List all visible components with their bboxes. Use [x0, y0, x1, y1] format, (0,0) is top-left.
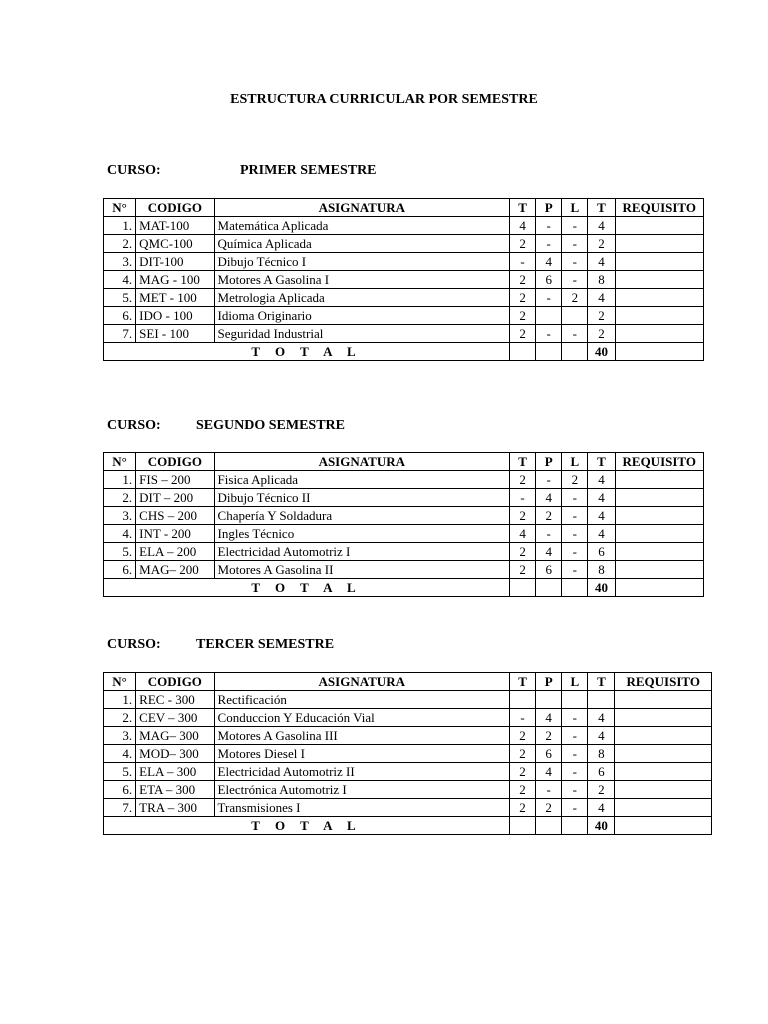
- cell-codigo: TRA – 300: [136, 799, 214, 817]
- cell-total: 8: [588, 561, 615, 579]
- cell-l: -: [562, 235, 588, 253]
- total-empty-cell: [536, 343, 562, 361]
- cell-codigo: REC - 300: [136, 691, 214, 709]
- cell-p: 2: [536, 799, 562, 817]
- cell-asignatura: Rectificación: [214, 691, 509, 709]
- total-value: 40: [588, 343, 615, 361]
- cell-n: 7.: [104, 799, 136, 817]
- cell-codigo: FIS – 200: [136, 471, 214, 489]
- cell-total: 4: [588, 799, 615, 817]
- cell-n: 4.: [104, 271, 136, 289]
- total-empty-cell: [562, 817, 588, 835]
- table-header-row: [104, 199, 704, 217]
- cell-codigo: MAG– 300: [136, 727, 214, 745]
- cell-t: 2: [510, 289, 536, 307]
- cell-asignatura: Conduccion Y Educación Vial: [214, 709, 509, 727]
- course-heading-2: [107, 418, 507, 438]
- table-row: [104, 289, 704, 307]
- cell-asignatura: Matemática Aplicada: [214, 217, 509, 235]
- cell-requisito: [615, 325, 703, 343]
- cell-n: 3.: [104, 727, 136, 745]
- column-header-codigo: CODIGO: [136, 673, 214, 691]
- cell-requisito: [615, 799, 712, 817]
- semester-name: SEGUNDO SEMESTRE: [196, 418, 345, 433]
- cell-n: 3.: [104, 507, 136, 525]
- cell-t: 2: [510, 561, 536, 579]
- cell-total: 2: [588, 235, 615, 253]
- cell-asignatura: Seguridad Industrial: [214, 325, 509, 343]
- cell-n: 4.: [104, 745, 136, 763]
- column-header-l: L: [562, 453, 588, 471]
- cell-n: 5.: [104, 289, 136, 307]
- course-heading-3: [107, 637, 507, 657]
- total-empty-cell: [536, 579, 562, 597]
- cell-p: -: [536, 235, 562, 253]
- cell-n: 7.: [104, 325, 136, 343]
- cell-t: 2: [510, 235, 536, 253]
- total-empty-cell: [562, 343, 588, 361]
- cell-total: 4: [588, 507, 615, 525]
- cell-codigo: ETA – 300: [136, 781, 214, 799]
- cell-p: -: [536, 325, 562, 343]
- cell-t: 2: [510, 507, 536, 525]
- cell-codigo: IDO - 100: [136, 307, 214, 325]
- cell-codigo: DIT – 200: [136, 489, 214, 507]
- cell-l: -: [562, 781, 588, 799]
- column-header-asignatura: ASIGNATURA: [214, 453, 509, 471]
- total-row: [104, 343, 704, 361]
- cell-n: 5.: [104, 763, 136, 781]
- table-row: [104, 271, 704, 289]
- column-header-t2: T: [588, 199, 615, 217]
- column-header-p: P: [536, 453, 562, 471]
- cell-t: 2: [510, 325, 536, 343]
- cell-l: -: [562, 799, 588, 817]
- cell-l: -: [562, 709, 588, 727]
- cell-asignatura: Dibujo Técnico I: [214, 253, 509, 271]
- cell-p: 4: [536, 253, 562, 271]
- cell-codigo: SEI - 100: [136, 325, 214, 343]
- cell-total: 4: [588, 471, 615, 489]
- cell-l: -: [562, 489, 588, 507]
- cell-l: -: [562, 543, 588, 561]
- cell-total: 6: [588, 543, 615, 561]
- cell-n: 1.: [104, 217, 136, 235]
- cell-asignatura: Ingles Técnico: [214, 525, 509, 543]
- table-row: [104, 253, 704, 271]
- cell-t: 2: [509, 763, 535, 781]
- cell-asignatura: Motores A Gasolina II: [214, 561, 509, 579]
- cell-l: 2: [562, 289, 588, 307]
- cell-codigo: ELA – 300: [136, 763, 214, 781]
- cell-requisito: [615, 489, 703, 507]
- table-row: [104, 763, 712, 781]
- column-header-t: T: [510, 199, 536, 217]
- cell-l: -: [562, 253, 588, 271]
- total-empty-cell: [615, 817, 712, 835]
- cell-asignatura: Motores Diesel I: [214, 745, 509, 763]
- total-empty-cell: [509, 817, 535, 835]
- cell-p: 6: [536, 561, 562, 579]
- cell-p: -: [536, 289, 562, 307]
- column-header-requisito: REQUISITO: [615, 453, 703, 471]
- table-row: [104, 727, 712, 745]
- cell-p: -: [536, 217, 562, 235]
- total-empty-cell: [510, 343, 536, 361]
- cell-codigo: MAG - 100: [136, 271, 214, 289]
- cell-p: [536, 691, 562, 709]
- cell-l: [562, 691, 588, 709]
- cell-p: 4: [536, 709, 562, 727]
- cell-codigo: INT - 200: [136, 525, 214, 543]
- table-header-row: [104, 453, 704, 471]
- page-title: ESTRUCTURA CURRICULAR POR SEMESTRE: [230, 92, 538, 107]
- column-header-asignatura: ASIGNATURA: [214, 199, 509, 217]
- cell-requisito: [615, 561, 703, 579]
- cell-asignatura: Motores A Gasolina I: [214, 271, 509, 289]
- table-row: [104, 543, 704, 561]
- cell-requisito: [615, 471, 703, 489]
- cell-p: 6: [536, 745, 562, 763]
- cell-codigo: CEV – 300: [136, 709, 214, 727]
- cell-t: -: [510, 253, 536, 271]
- cell-t: -: [510, 489, 536, 507]
- cell-requisito: [615, 727, 712, 745]
- cell-n: 6.: [104, 561, 136, 579]
- cell-n: 2.: [104, 489, 136, 507]
- cell-total: 4: [588, 217, 615, 235]
- column-header-requisito: REQUISITO: [615, 199, 703, 217]
- cell-n: 6.: [104, 307, 136, 325]
- total-row: [104, 579, 704, 597]
- cell-p: 4: [536, 543, 562, 561]
- cell-requisito: [615, 543, 703, 561]
- cell-requisito: [615, 217, 703, 235]
- cell-requisito: [615, 307, 703, 325]
- table-row: [104, 217, 704, 235]
- table-row: [104, 691, 712, 709]
- total-empty-cell: [615, 343, 703, 361]
- cell-asignatura: Fisica Aplicada: [214, 471, 509, 489]
- cell-t: 2: [509, 799, 535, 817]
- cell-requisito: [615, 253, 703, 271]
- column-header-num: N°: [104, 453, 136, 471]
- cell-requisito: [615, 781, 712, 799]
- cell-total: 2: [588, 307, 615, 325]
- column-header-t2: T: [588, 673, 615, 691]
- column-header-p: P: [536, 199, 562, 217]
- cell-p: 2: [536, 727, 562, 745]
- semester-table-3: [103, 672, 712, 835]
- cell-requisito: [615, 691, 712, 709]
- table-row: [104, 507, 704, 525]
- column-header-requisito: REQUISITO: [615, 673, 712, 691]
- cell-t: 4: [510, 217, 536, 235]
- cell-requisito: [615, 271, 703, 289]
- cell-l: -: [562, 271, 588, 289]
- cell-codigo: MAG– 200: [136, 561, 214, 579]
- cell-total: 4: [588, 289, 615, 307]
- column-header-t: T: [510, 453, 536, 471]
- cell-p: -: [536, 781, 562, 799]
- cell-l: 2: [562, 471, 588, 489]
- cell-l: -: [562, 763, 588, 781]
- table-row: [104, 325, 704, 343]
- cell-n: 5.: [104, 543, 136, 561]
- table-header-row: [104, 673, 712, 691]
- cell-n: 2.: [104, 235, 136, 253]
- cell-p: -: [536, 525, 562, 543]
- cell-asignatura: Transmisiones I: [214, 799, 509, 817]
- cell-total: 6: [588, 763, 615, 781]
- cell-t: 2: [510, 543, 536, 561]
- total-empty-cell: [510, 579, 536, 597]
- cell-total: 4: [588, 709, 615, 727]
- column-header-asignatura: ASIGNATURA: [214, 673, 509, 691]
- column-header-t2: T: [588, 453, 615, 471]
- cell-t: 2: [510, 307, 536, 325]
- cell-asignatura: Motores A Gasolina III: [214, 727, 509, 745]
- cell-requisito: [615, 507, 703, 525]
- table-row: [104, 561, 704, 579]
- total-empty-cell: [615, 579, 703, 597]
- course-heading-1: [107, 163, 507, 183]
- cell-t: 2: [509, 781, 535, 799]
- cell-n: 6.: [104, 781, 136, 799]
- table-row: [104, 471, 704, 489]
- cell-codigo: MOD– 300: [136, 745, 214, 763]
- cell-codigo: MAT-100: [136, 217, 214, 235]
- cell-t: 4: [510, 525, 536, 543]
- cell-l: [562, 307, 588, 325]
- cell-p: 6: [536, 271, 562, 289]
- cell-codigo: ELA – 200: [136, 543, 214, 561]
- cell-total: 4: [588, 253, 615, 271]
- cell-asignatura: Electricidad Automotriz II: [214, 763, 509, 781]
- cell-total: 8: [588, 745, 615, 763]
- cell-codigo: MET - 100: [136, 289, 214, 307]
- semester-table-1: [103, 198, 704, 361]
- table-row: [104, 525, 704, 543]
- cell-asignatura: Idioma Originario: [214, 307, 509, 325]
- cell-requisito: [615, 709, 712, 727]
- column-header-codigo: CODIGO: [136, 199, 214, 217]
- total-label: T O T A L: [104, 579, 510, 597]
- cell-total: [588, 691, 615, 709]
- total-value: 40: [588, 817, 615, 835]
- cell-requisito: [615, 745, 712, 763]
- cell-requisito: [615, 235, 703, 253]
- cell-l: -: [562, 561, 588, 579]
- column-header-t: T: [509, 673, 535, 691]
- cell-asignatura: Química Aplicada: [214, 235, 509, 253]
- table-row: [104, 781, 712, 799]
- column-header-num: N°: [104, 673, 136, 691]
- table-row: [104, 307, 704, 325]
- cell-asignatura: Electricidad Automotriz I: [214, 543, 509, 561]
- cell-n: 1.: [104, 691, 136, 709]
- cell-codigo: DIT-100: [136, 253, 214, 271]
- cell-total: 8: [588, 271, 615, 289]
- cell-l: -: [562, 507, 588, 525]
- cell-asignatura: Dibujo Técnico II: [214, 489, 509, 507]
- cell-asignatura: Metrologia Aplicada: [214, 289, 509, 307]
- cell-t: -: [509, 709, 535, 727]
- cell-t: 2: [509, 727, 535, 745]
- cell-n: 3.: [104, 253, 136, 271]
- cell-p: 4: [536, 489, 562, 507]
- cell-requisito: [615, 525, 703, 543]
- table-row: [104, 745, 712, 763]
- semester-name: PRIMER SEMESTRE: [240, 163, 377, 178]
- total-empty-cell: [536, 817, 562, 835]
- column-header-p: P: [536, 673, 562, 691]
- cell-l: -: [562, 217, 588, 235]
- cell-requisito: [615, 289, 703, 307]
- cell-asignatura: Electrónica Automotriz I: [214, 781, 509, 799]
- cell-n: 4.: [104, 525, 136, 543]
- cell-t: [509, 691, 535, 709]
- column-header-codigo: CODIGO: [136, 453, 214, 471]
- cell-asignatura: Chapería Y Soldadura: [214, 507, 509, 525]
- column-header-num: N°: [104, 199, 136, 217]
- cell-n: 1.: [104, 471, 136, 489]
- cell-codigo: CHS – 200: [136, 507, 214, 525]
- total-label: T O T A L: [104, 343, 510, 361]
- cell-p: 4: [536, 763, 562, 781]
- semester-table-2: [103, 452, 704, 597]
- cell-t: 2: [510, 271, 536, 289]
- cell-p: 2: [536, 507, 562, 525]
- cell-total: 4: [588, 489, 615, 507]
- column-header-l: L: [562, 673, 588, 691]
- table-row: [104, 489, 704, 507]
- cell-l: -: [562, 325, 588, 343]
- table-row: [104, 235, 704, 253]
- cell-p: [536, 307, 562, 325]
- cell-l: -: [562, 525, 588, 543]
- cell-total: 2: [588, 781, 615, 799]
- cell-total: 4: [588, 727, 615, 745]
- total-value: 40: [588, 579, 615, 597]
- total-label: T O T A L: [104, 817, 510, 835]
- curso-label: CURSO:: [107, 637, 161, 652]
- cell-l: -: [562, 727, 588, 745]
- curso-label: CURSO:: [107, 163, 161, 178]
- cell-l: -: [562, 745, 588, 763]
- cell-n: 2.: [104, 709, 136, 727]
- total-empty-cell: [562, 579, 588, 597]
- table-row: [104, 709, 712, 727]
- cell-total: 4: [588, 525, 615, 543]
- semester-name: TERCER SEMESTRE: [196, 637, 335, 652]
- curso-label: CURSO:: [107, 418, 161, 433]
- cell-p: -: [536, 471, 562, 489]
- column-header-l: L: [562, 199, 588, 217]
- cell-total: 2: [588, 325, 615, 343]
- cell-t: 2: [510, 471, 536, 489]
- cell-codigo: QMC-100: [136, 235, 214, 253]
- cell-t: 2: [509, 745, 535, 763]
- total-row: [104, 817, 712, 835]
- cell-requisito: [615, 763, 712, 781]
- table-row: [104, 799, 712, 817]
